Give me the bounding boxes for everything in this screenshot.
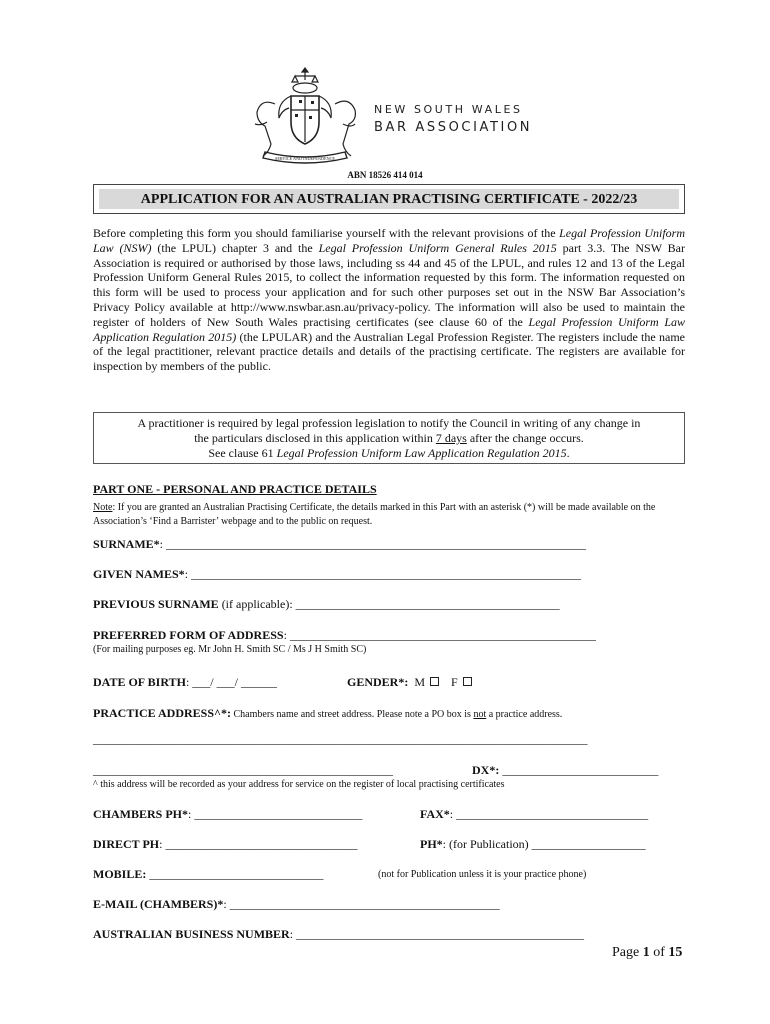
practice-hint-not: not bbox=[473, 709, 487, 720]
part-one-heading: PART ONE - PERSONAL AND PRACTICE DETAILS bbox=[93, 482, 377, 496]
gender-f-label: F bbox=[451, 675, 458, 689]
fax-label: FAX* bbox=[420, 807, 450, 821]
gender-field bbox=[347, 675, 472, 690]
given-names-line[interactable]: : _________________________________________________________________ bbox=[184, 567, 582, 581]
fax-field[interactable] bbox=[420, 807, 648, 822]
notice-line2-pre: the particulars disclosed in this application within bbox=[194, 431, 436, 445]
direct-phone-label: DIRECT PH bbox=[93, 837, 160, 851]
abn-number: ABN 18526 414 014 bbox=[347, 170, 423, 180]
practice-address-line-2[interactable]: __________________________________________________ bbox=[93, 763, 393, 777]
dob-line[interactable]: : ___/ ___/ ______ bbox=[185, 675, 277, 689]
form-title-box bbox=[93, 184, 685, 214]
part-one-note bbox=[93, 501, 685, 528]
chambers-phone-line[interactable]: : ____________________________ bbox=[188, 807, 363, 821]
gender-colon: : bbox=[404, 675, 409, 689]
mobile-label: MOBILE: bbox=[93, 867, 147, 881]
org-name-line1: NEW SOUTH WALES bbox=[374, 103, 523, 116]
mobile-hint: (not for Publication unless it is your practice phone) bbox=[378, 869, 587, 880]
dob-label: DATE OF BIRTH bbox=[93, 675, 186, 689]
page-number bbox=[612, 945, 682, 961]
abn-field-label: AUSTRALIAN BUSINESS NUMBER bbox=[93, 927, 290, 941]
date-of-birth-field[interactable] bbox=[93, 675, 277, 690]
surname-label: SURNAME* bbox=[93, 537, 160, 551]
notice-box bbox=[93, 412, 685, 464]
abn-field-line[interactable]: : ________________________________________________ bbox=[289, 927, 585, 941]
intro-text-1: Before completing this form you should familiarise yourself with the relevant provisions of the bbox=[93, 226, 560, 240]
mobile-line[interactable]: _____________________________ bbox=[146, 867, 324, 881]
notice-line2-post: after the change occurs. bbox=[466, 431, 584, 445]
page-of: of bbox=[649, 945, 669, 960]
intro-text-3: part 3.3. The NSW Bar Association is required or authorised by those laws, including ss 44 and 45 of the LPUL, and rules 12 and 13 of the Legal Profession Uniform General Rules 2015, to collect the information requested by this form. The information requested on this form will be used to process your application and for such other purposes set out in the NSW Bar Association’s Privacy Policy available at http://www.nswbar.asn.au/privacy-policy. The information will also be used to maintain the register of holders of New South Wales practising certificates (see clause 60 of the bbox=[93, 240, 686, 329]
surname-field[interactable] bbox=[93, 537, 586, 552]
intro-text-4: (the LPULAR) and the Australian Legal Profession Register. The registers include the name of the legal practitioner, relevant practice details and details of the practising certificate. The registers are available for inspection by members of the public. bbox=[93, 329, 685, 374]
gender-f-checkbox[interactable] bbox=[463, 677, 472, 686]
gender-label: GENDER* bbox=[347, 675, 405, 689]
abn-field[interactable] bbox=[93, 927, 584, 942]
notice-line3-pre: See clause 61 bbox=[208, 446, 277, 460]
chambers-phone-label: CHAMBERS PH* bbox=[93, 807, 189, 821]
practice-hint-pre: Chambers name and street address. Please note a PO box is bbox=[231, 709, 474, 720]
intro-italic-3: Legal Profession Uniform Law Application Regulation 2015) bbox=[93, 314, 685, 344]
form-title: APPLICATION FOR AN AUSTRALIAN PRACTISING CERTIFICATE - 2022/23 bbox=[99, 189, 679, 209]
email-line[interactable]: : _____________________________________________ bbox=[223, 897, 500, 911]
fax-line[interactable]: : ________________________________ bbox=[449, 807, 649, 821]
preferred-address-label: PREFERRED FORM OF ADDRESS bbox=[93, 628, 284, 642]
gender-m-checkbox[interactable] bbox=[430, 677, 439, 686]
previous-surname-line[interactable]: (if applicable): ____________________________________________ bbox=[218, 597, 560, 611]
given-names-field[interactable] bbox=[93, 567, 581, 582]
mobile-field[interactable] bbox=[93, 867, 323, 882]
practice-address-label: PRACTICE ADDRESS^*: bbox=[93, 706, 231, 720]
page-word: Page bbox=[612, 945, 643, 960]
coat-of-arms-logo bbox=[251, 64, 359, 168]
email-field[interactable] bbox=[93, 897, 500, 912]
intro-text-2: (the LPUL) chapter 3 and the bbox=[151, 240, 319, 255]
notice-line1: A practitioner is required by legal profession legislation to notify the Council in writing of any change in bbox=[137, 416, 641, 430]
practice-address-field bbox=[93, 706, 562, 721]
surname-line[interactable]: : ______________________________________________________________________ bbox=[159, 537, 587, 551]
publication-phone-field[interactable] bbox=[420, 837, 646, 852]
crest-motto: SERVICE AND INDEPENDENCE bbox=[275, 156, 335, 161]
notice-line3-post: . bbox=[566, 446, 570, 460]
intro-paragraph bbox=[93, 226, 685, 374]
gender-m-label: M bbox=[414, 675, 426, 689]
practice-address-note: ^ this address will be recorded as your address for service on the register of local practising certificates bbox=[93, 779, 505, 790]
page-total: 15 bbox=[668, 945, 683, 960]
notice-days: 7 days bbox=[435, 431, 467, 445]
publication-phone-line[interactable]: : (for Publication) ___________________ bbox=[442, 837, 646, 851]
intro-italic-1: Legal Profession Uniform Law (NSW) bbox=[93, 226, 685, 255]
publication-phone-label: PH* bbox=[420, 837, 443, 851]
email-label: E-MAIL (CHAMBERS)* bbox=[93, 897, 224, 911]
page-current: 1 bbox=[642, 945, 650, 960]
practice-address-line-1[interactable]: ______________________________________________________________________________________ bbox=[93, 734, 588, 746]
org-name-line2: BAR ASSOCIATION bbox=[374, 120, 533, 135]
dx-field[interactable] bbox=[472, 763, 658, 778]
note-text: : If you are granted an Australian Practising Certificate, the details marked in this Part with an asterisk (*) will be made available on the Association’s ‘Find a Barrister’ webpage and to the public on request. bbox=[93, 502, 656, 527]
preferred-address-hint: (For mailing purposes eg. Mr John H. Smith SC / Ms J H Smith SC) bbox=[93, 644, 367, 655]
intro-italic-2: Legal Profession Uniform General Rules 2015 bbox=[318, 240, 557, 255]
given-names-label: GIVEN NAMES* bbox=[93, 567, 185, 581]
dx-label: DX*: bbox=[472, 763, 500, 777]
notice-regulation: Legal Profession Uniform Law Application Regulation 2015 bbox=[276, 446, 567, 460]
preferred-address-line[interactable]: : ___________________________________________________ bbox=[283, 628, 596, 642]
direct-phone-field[interactable] bbox=[93, 837, 357, 852]
preferred-address-field[interactable] bbox=[93, 628, 596, 643]
direct-phone-line[interactable]: : ________________________________ bbox=[159, 837, 358, 851]
previous-surname-field[interactable] bbox=[93, 597, 560, 612]
practice-hint-post: a practice address. bbox=[486, 709, 563, 720]
note-label: Note bbox=[93, 502, 113, 513]
previous-surname-label: PREVIOUS SURNAME bbox=[93, 597, 219, 611]
dx-line[interactable]: __________________________ bbox=[499, 763, 659, 777]
chambers-phone-field[interactable] bbox=[93, 807, 362, 822]
